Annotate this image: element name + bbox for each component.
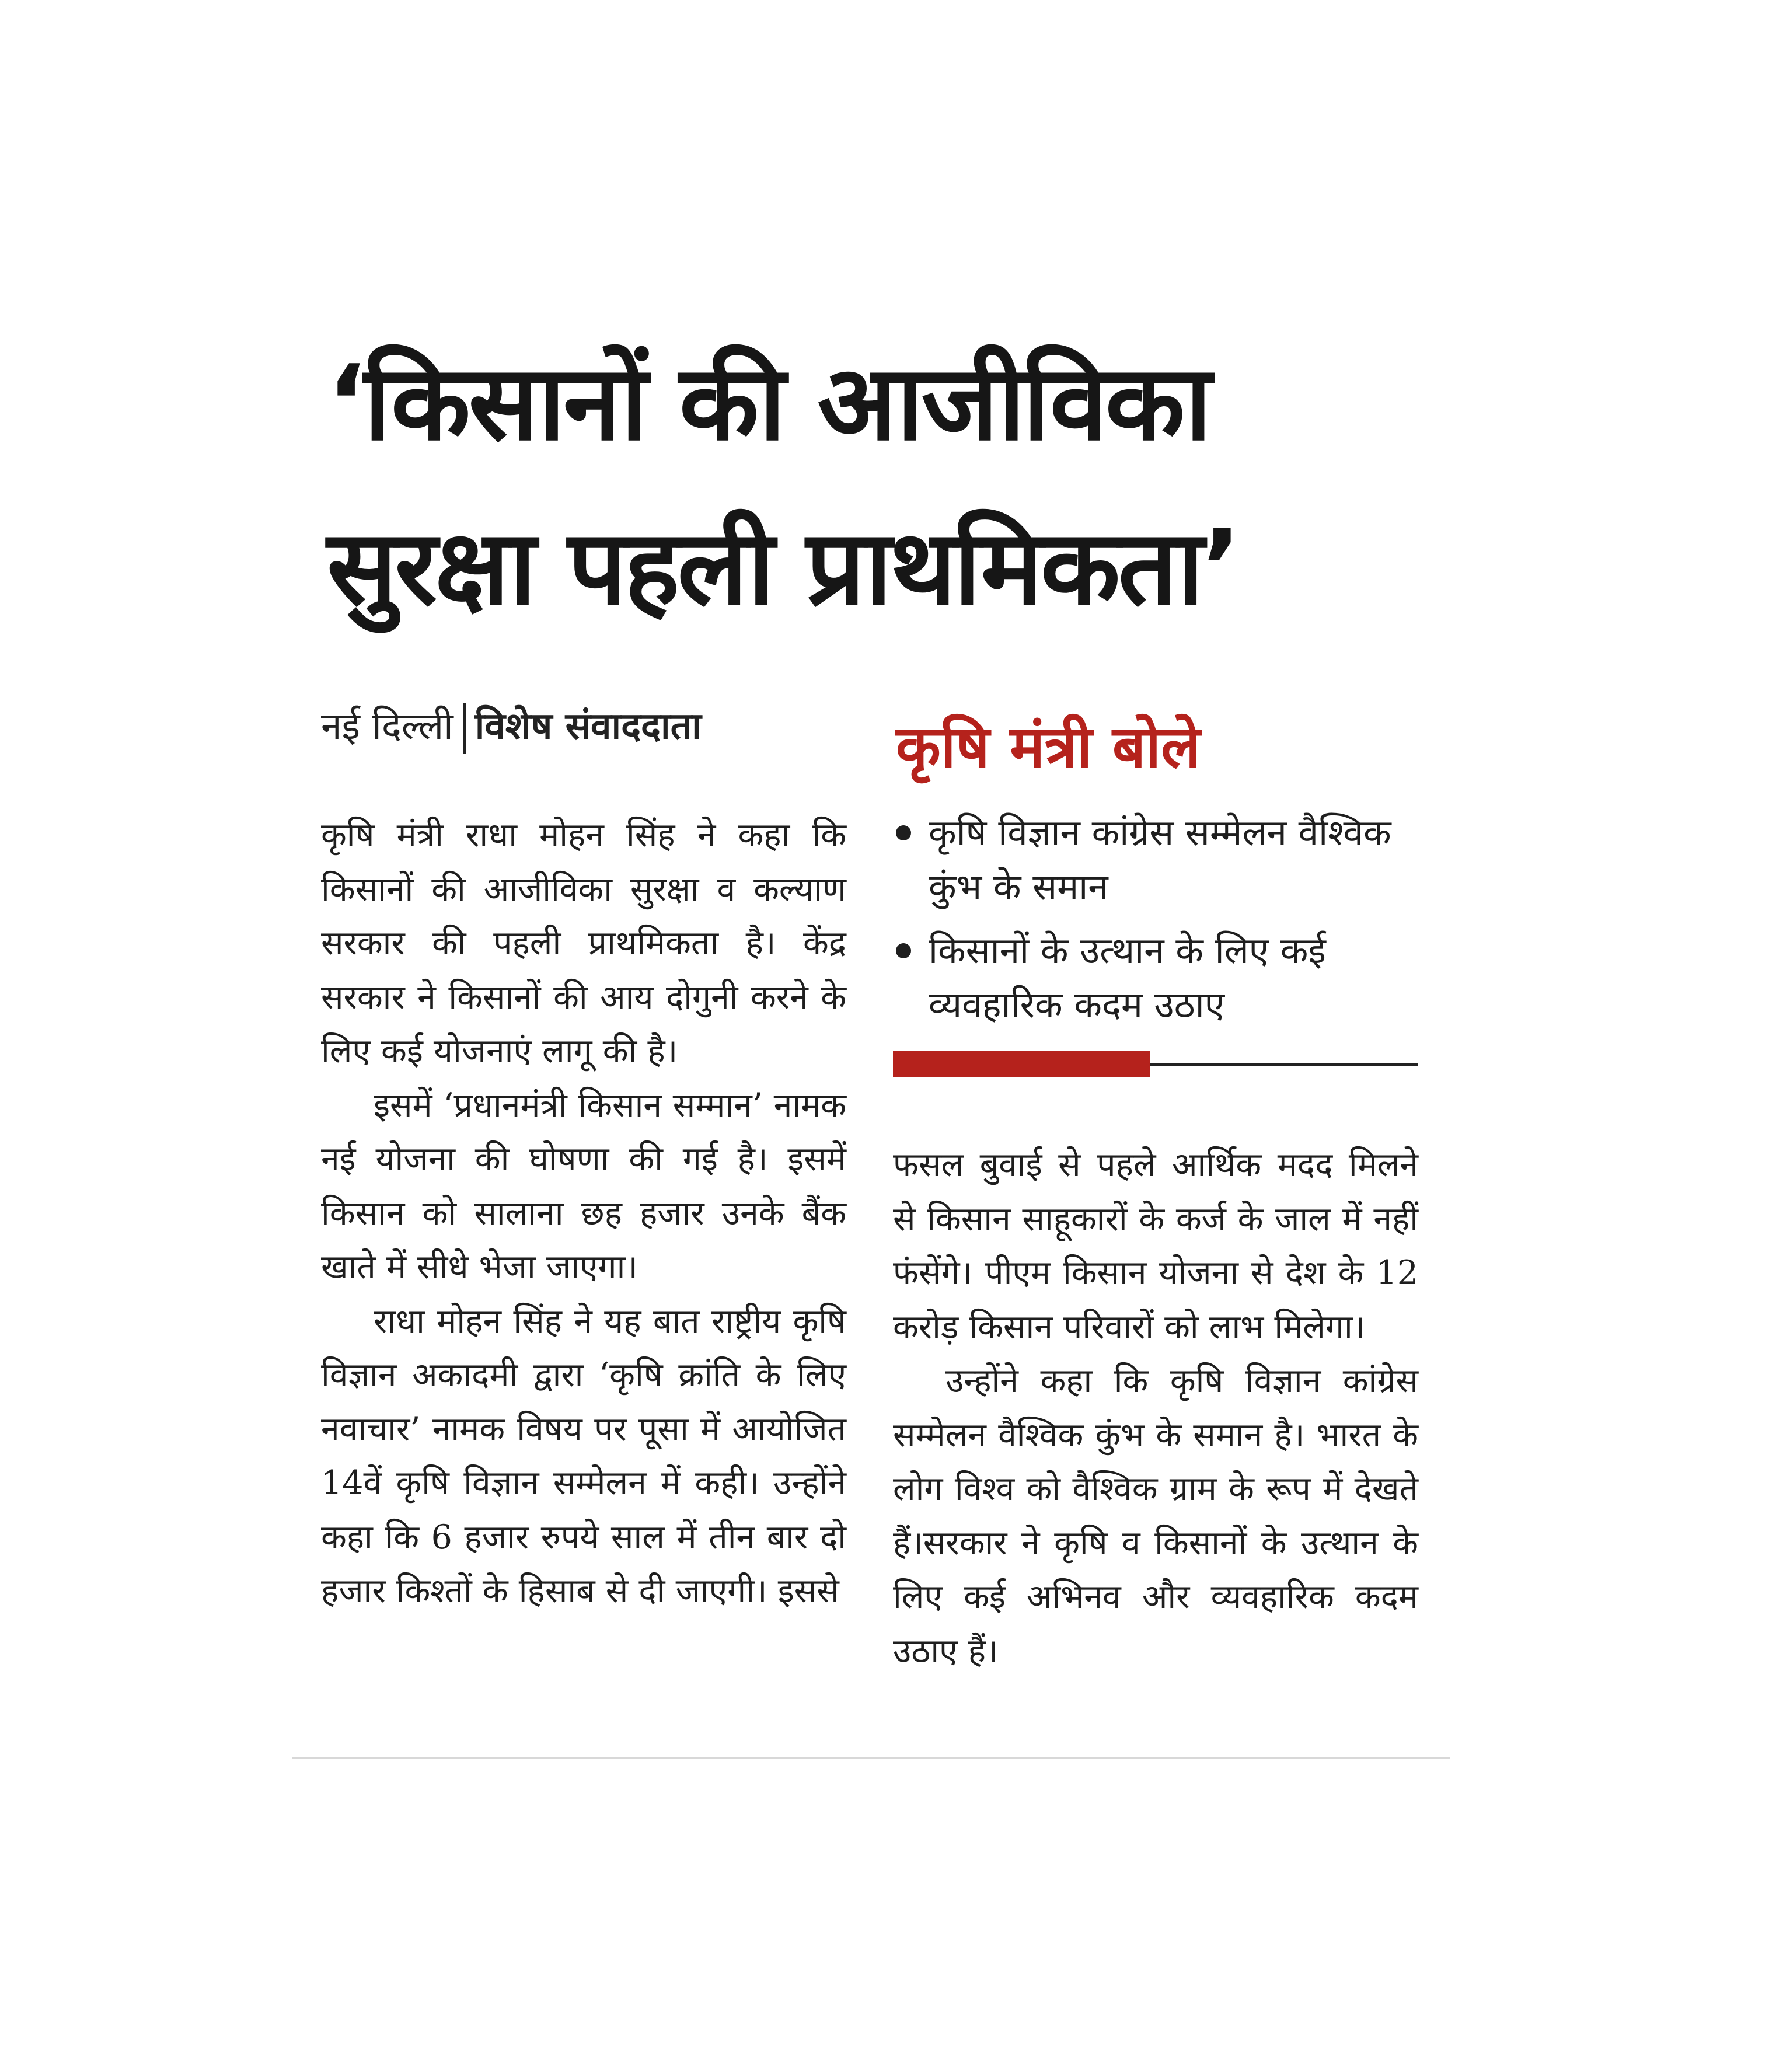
highlight-text: किसानों के उत्थान के लिए कई व्यवहारिक कदम उठाए [929,929,1326,1026]
highlight-text: कृषि विज्ञान कांग्रेस सम्मेलन वैश्विक कुंभ के समान [929,811,1391,908]
byline-location: नई दिल्ली [321,705,453,748]
highlights-title: कृषि मंत्री बोले [896,713,1201,781]
body-paragraph: फसल बुवाई से पहले आर्थिक मदद मिलने से किसान साहूकारों के कर्ज के जाल में नहीं फंसेंगे। पीएम किसान योजना से देश के 12 करोड़ किसान परिवारों को लाभ मिलेगा। [893,1146,1418,1347]
body-column-left [321,808,846,1618]
highlight-item [896,805,1421,914]
bottom-divider [292,1757,1450,1759]
body-column-right [893,1138,1418,1678]
body-paragraph: राधा मोहन सिंह ने यह बात राष्ट्रीय कृषि विज्ञान अकादमी द्वारा ‘कृषि क्रांति के लिए नवाचार’ नामक विषय पर पूसा में आयोजित 14वें कृषि विज्ञान सम्मेलन में कही। उन्होंने कहा कि 6 हजार रुपये साल में तीन बार दो हजार किश्तों के हिसाब से दी जाएगी। इससे [321,1302,846,1610]
body-paragraph: इसमें ‘प्रधानमंत्री किसान सम्मान’ नामक नई योजना की घोषणा की गई है। इसमें किसान को सालाना छह हजार उनके बैंक खाते में सीधे भेजा जाएगा। [321,1086,846,1286]
highlights-list [896,805,1421,1032]
body-paragraph: कृषि मंत्री राधा मोहन सिंह ने कहा कि किसानों की आजीविका सुरक्षा व कल्याण सरकार की पहली प्राथमिकता है। केंद्र सरकार ने किसानों की आय दोगुनी करने के लिए कई योजनाएं लागू की है। [321,816,846,1070]
thin-rule [1150,1063,1418,1066]
accent-rule [893,1051,1150,1077]
highlight-item [896,923,1421,1032]
headline-line-2: सुरक्षा पहली प्राथमिकता’ [327,507,1239,628]
headline [327,321,1447,650]
headline-line-1: ‘किसानों की आजीविका [327,343,1210,463]
byline-reporter: विशेष संवाददाता [474,705,702,748]
bullet-icon [896,825,911,840]
body-paragraph: उन्होंने कहा कि कृषि विज्ञान कांग्रेस सम्मेलन वैश्विक कुंभ के समान है। भारत के लोग विश्व को वैश्विक ग्राम के रूप में देखते हैं।सरकार ने कृषि व किसानों के उत्थान के लिए कई अभिनव और व्यवहारिक कदम उठाए हैं। [893,1362,1418,1670]
byline-divider [463,703,466,754]
bullet-icon [896,943,911,958]
byline [321,700,702,754]
highlights-box [896,706,1421,1041]
